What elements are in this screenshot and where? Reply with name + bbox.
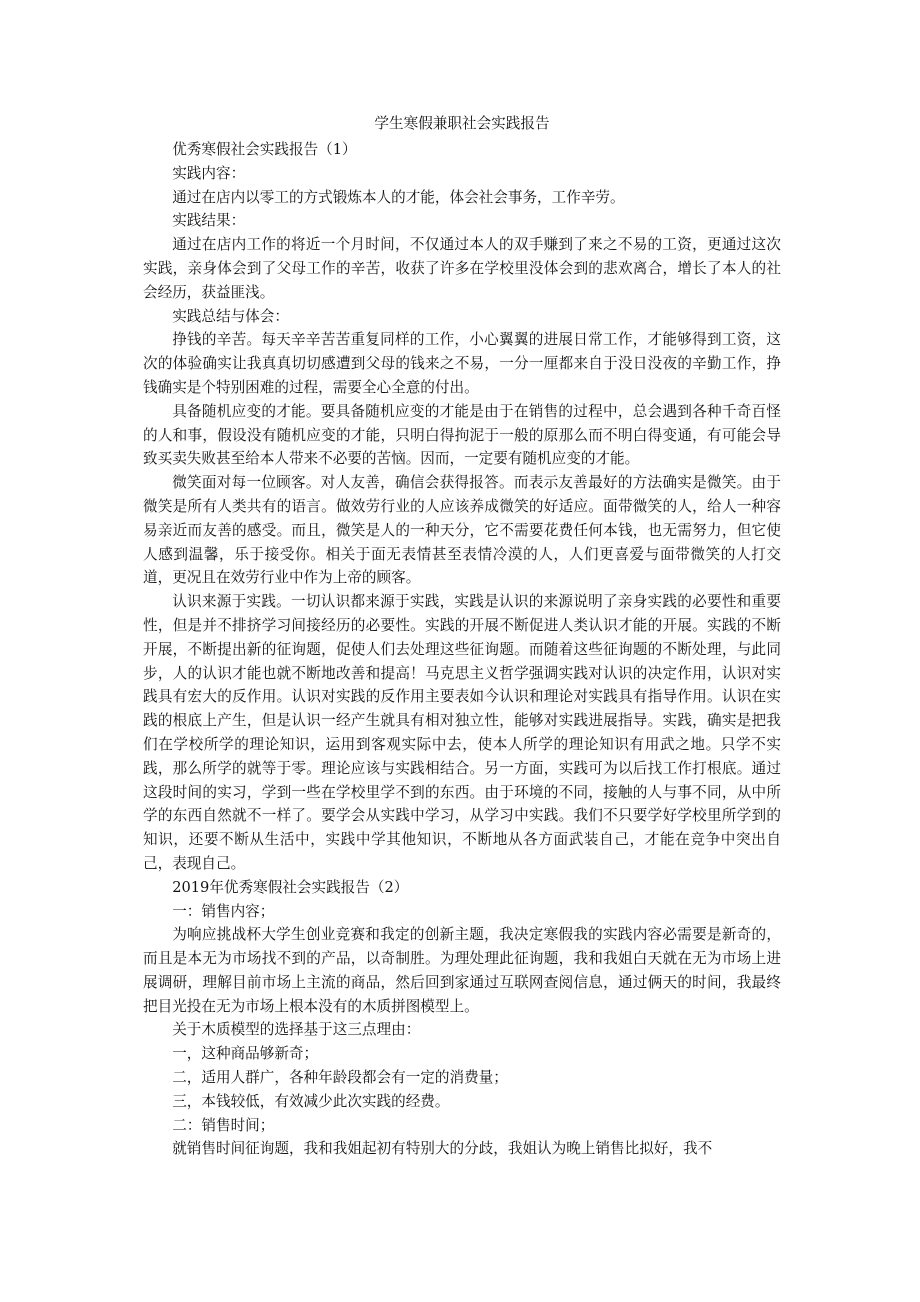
paragraph: 具备随机应变的才能。要具备随机应变的才能是由于在销售的过程中，总会遇到各种千奇百怪的人和事，假设没有随机应变的才能，只明白得拘泥于一般的原那么而不明白得变通，有可能会导致买卖失败甚至给本人带来不必要的苦恼。因而，一定要有随机应变的才能。 (143, 402, 781, 468)
paragraph: 通过在店内工作的将近一个月时间，不仅通过本人的双手赚到了来之不易的工资，更通过这次实践，亲身体会到了父母工作的辛苦，收获了许多在学校里没体会到的悲欢离合，增长了本人的社会经历，获益匪浅。 (143, 236, 781, 301)
paragraph: 通过在店内以零工的方式锻炼本人的才能，体会社会事务，工作辛劳。 (172, 188, 625, 206)
list-item: 二，适用人群广，各种年龄段都会有一定的消费量； (172, 1069, 508, 1087)
subheading: 二：销售时间； (172, 1116, 275, 1134)
subheading: 实践总结与体会： (172, 307, 289, 325)
subheading: 实践内容： (172, 164, 246, 182)
paragraph: 挣钱的辛苦。每天辛辛苦苦重复同样的工作，小心翼翼的进展日常工作，才能够得到工资，这次的体验确实让我真真切切感遭到父母的钱来之不易，一分一厘都来自于没日没夜的辛勤工作，挣钱确实是个特别困难的过程，需要全心全意的付出。 (143, 331, 781, 396)
section-heading: 2019年优秀寒假社会实践报告（2） (172, 878, 409, 896)
document-page (143, 112, 781, 1161)
subheading: 实践结果： (172, 212, 246, 230)
paragraph: 就销售时间征询题，我和我姐起初有特别大的分歧，我姐认为晚上销售比拟好，我不 (172, 1140, 713, 1158)
list-item: 一，这种商品够新奇； (172, 1045, 319, 1063)
paragraph: 关于木质模型的选择基于这三点理由： (172, 1021, 421, 1039)
document-title: 学生寒假兼职社会实践报告 (374, 115, 550, 132)
paragraph: 为响应挑战杯大学生创业竞赛和我定的创新主题，我决定寒假我的实践内容必需要是新奇的，而且是本无为市场找不到的产品，以奇制胜。为理处理此征询题，我和我姐白天就在无为市场上进展调研，理解目前市场上主流的商品，然后回到家通过互联网查阅信息，通过俩天的时间，我最终把目光投在无为市场上根本没有的木质拼图模型上。 (143, 926, 781, 1015)
subheading: 一：销售内容； (172, 902, 275, 920)
paragraph: 认识来源于实践。一切认识都来源于实践，实践是认识的来源说明了亲身实践的必要性和重要性，但是并不排挤学习间接经历的必要性。实践的开展不断促进人类认识才能的开展。实践的不断开展，不断提出新的征询题，促使人们去处理这些征询题。而随着这些征询题的不断处理，与此同步，人的认识才能也就不断地改善和提高！马克思主义哲学强调实践对认识的决定作用，认识对实践具有宏大的反作用。认识对实践的反作用主要表如今认识和理论对实践具有指导作用。认识在实践的根底上产生，但是认识一经产生就具有相对独立性，能够对实践进展指导。实践，确实是把我们在学校所学的理论知识，运用到客观实际中去，使本人所学的理论知识有用武之地。只学不实践，那么所学的就等于零。理论应该与实践相结合。另一方面，实践可为以后找工作打根底。通过这段时间的实习，学到一些在学校里学不到的东西。由于环境的不同，接触的人与事不同，从中所学的东西自然就不一样了。要学会从实践中学习，从学习中实践。我们不只要学好学校里所学到的知识，还要不断从生活中，实践中学其他知识，不断地从各方面武装自己，才能在竞争中突出自己，表现自己。 (143, 593, 781, 872)
section-heading: 优秀寒假社会实践报告（1） (172, 141, 357, 158)
list-item: 三，本钱较低，有效减少此次实践的经费。 (172, 1092, 450, 1110)
paragraph: 微笑面对每一位顾客。对人友善，确信会获得报答。而表示友善最好的方法确实是微笑。由于微笑是所有人类共有的语言。做效劳行业的人应该养成微笑的好适应。面带微笑的人，给人一种容易亲近而友善的感受。而且，微笑是人的一种天分，它不需要花费任何本钱，也无需努力，但它使人感到温馨，乐于接受你。相关于面无表情甚至表情冷漠的人，人们更喜爱与面带微笑的人打交道，更况且在效劳行业中作为上帝的顾客。 (143, 474, 781, 587)
